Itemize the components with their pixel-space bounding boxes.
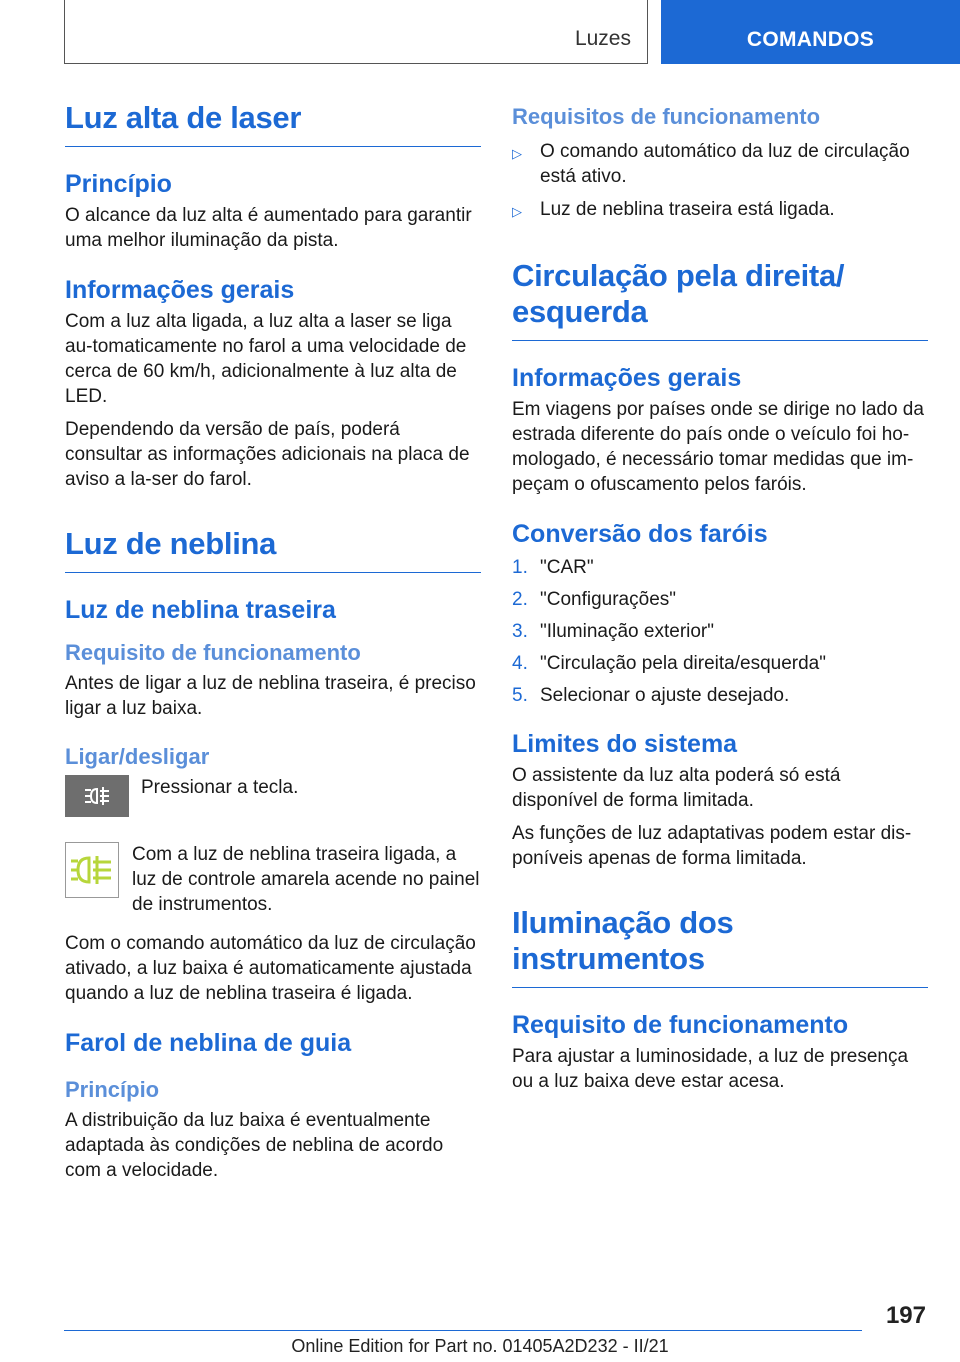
right-general-text: Em viagens por países onde se dirige no lado da estrada diferente do país onde o veículo foi ho-mologado, é necessário tomar medidas que im-peçam o ofuscamento pelos faróis.	[512, 399, 924, 495]
fog-title: Luz de neblina	[65, 526, 481, 573]
instruments-text: Para ajustar a luminosidade, a luz de presença ou a luz baixa deve estar acesa.	[512, 1046, 909, 1092]
list-item: ▷ O comando automático da luz de circulação está ativo.	[512, 141, 910, 187]
instruments-title: Iluminação dos instrumentos	[512, 905, 928, 988]
requirement-text: Antes de ligar a luz de neblina traseira, é preciso ligar a luz baixa.	[65, 673, 476, 719]
list-item: 3. "Iluminação exterior"	[512, 621, 715, 642]
list-item: 5. Selecionar o ajuste desejado.	[512, 685, 790, 706]
rear-fog-light-button-icon	[65, 775, 129, 822]
laser-title: Luz alta de laser	[65, 100, 481, 147]
edition-footer: Online Edition for Part no. 01405A2D232 - II/21	[291, 1336, 669, 1356]
press-text: Pressionar a tecla.	[141, 777, 299, 798]
list-item: ▷ Luz de neblina traseira está ligada.	[512, 197, 928, 224]
guide-principle-heading: Princípio	[65, 1077, 160, 1102]
right-column	[512, 103, 928, 1102]
list-item: 1. "CAR"	[512, 557, 594, 578]
guide-heading: Farol de neblina de guia	[65, 1029, 352, 1057]
general-text-1: Com a luz alta ligada, a luz alta a laser se liga au-tomaticamente no farol a uma velocidade de cerca de 60 km/h, adicionalmente à luz alta de LED.	[65, 311, 467, 407]
list-item: 4. "Circulação pela direita/esquerda"	[512, 653, 826, 674]
rear-fog-heading: Luz de neblina traseira	[65, 596, 336, 624]
header-section-tab	[64, 0, 648, 64]
left-column	[65, 100, 481, 1191]
limits-heading: Limites do sistema	[512, 730, 738, 758]
instruments-requirement-heading: Requisito de funcionamento	[512, 1011, 849, 1039]
conversion-heading: Conversão dos faróis	[512, 520, 768, 548]
indicator-text: Com a luz de neblina traseira ligada, a luz de controle amarela acende no painel de instrumentos.	[132, 844, 480, 915]
principle-text: O alcance da luz alta é aumentado para garantir uma melhor iluminação da pista.	[65, 205, 472, 251]
press-button-row	[65, 775, 481, 822]
traffic-title: Circulação pela direita/ esquerda	[512, 258, 928, 341]
triangle-right-icon: ▷	[512, 204, 522, 219]
on-off-heading: Ligar/desligar	[65, 744, 210, 769]
header-section-title: Luzes	[574, 27, 631, 50]
requirement-heading: Requisito de funcionamento	[65, 640, 361, 665]
page-number: 197	[885, 1302, 926, 1329]
footer-divider	[64, 1330, 862, 1331]
guide-text: A distribuição da luz baixa é eventualmente adaptada às condições de neblina de acordo com a velocidade.	[65, 1110, 444, 1181]
limits-text-1: O assistente da luz alta poderá só está disponível de forma limitada.	[512, 765, 841, 811]
rear-fog-light-indicator-icon	[65, 842, 119, 903]
limits-text-2: As funções de luz adaptativas podem estar dis-poníveis apenas de forma limitada.	[512, 823, 912, 869]
auto-text: Com o comando automático da luz de circulação ativado, a luz baixa é automaticamente ajustada quando a luz de neblina traseira é ligada.	[65, 933, 476, 1004]
general-heading: Informações gerais	[65, 276, 295, 304]
triangle-right-icon: ▷	[512, 146, 522, 161]
indicator-row	[65, 842, 481, 917]
requirements-heading: Requisitos de funcionamento	[512, 104, 821, 129]
right-general-heading: Informações gerais	[512, 364, 742, 392]
header-chapter-title: COMANDOS	[746, 28, 875, 51]
header-chapter-tab	[661, 0, 960, 64]
principle-heading: Princípio	[65, 170, 172, 198]
list-item: 2. "Configurações"	[512, 589, 677, 610]
general-text-2: Dependendo da versão de país, poderá consultar as informações adicionais na placa de aviso a la-ser do farol.	[65, 419, 470, 490]
